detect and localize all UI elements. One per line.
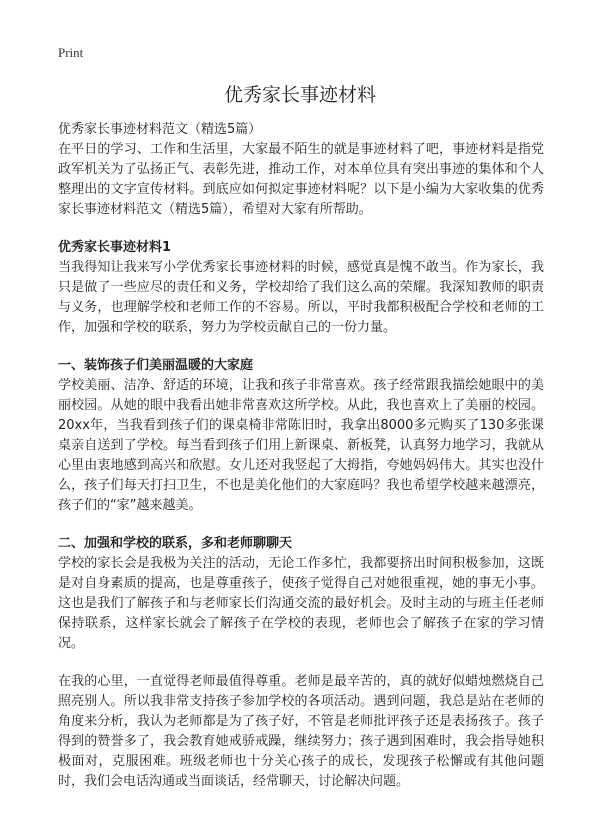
document-subtitle: 优秀家长事迹材料范文（精选5篇） (58, 122, 262, 137)
intro-paragraph: 在平日的学习、工作和生活里，大家最不陌生的就是事迹材料了吧，事迹材料是指党政军机关为了弘扬正气、表彰先进，推动工作，对本单位具有突出事迹的集体和个人整理出的文字宣传材料。到底应如何拟定事迹材料呢？以下是小编为大家收集的优秀家长事迹材料范文（精选5篇），希望对大家有所帮助。 (58, 142, 544, 217)
body-paragraph-4: 在我的心里，一直觉得老师最值得尊重。老师是最辛苦的，真的就好似蜡烛燃烧自己照亮别人。所以我非常支持孩子参加学校的各项活动。遇到问题，我总是站在老师的角度来分析，我认为老师都是为了孩子好，不管是老师批评孩子还是表扬孩子。孩子得到的赞誉多了，我会教育她戒骄戒躁，继续努力；孩子遇到困难时，我会指导她积极面对，克服困难。班级老师也十分关心孩子的成长，发现孩子松懈或有其他问题时，我们会电话沟通或当面谈话，经常聊天，讨论解决问题。 (58, 674, 544, 789)
body-paragraph-2: 学校美丽、洁净、舒适的环境，让我和孩子非常喜欢。孩子经常跟我描绘她眼中的美丽校园。从她的眼中我看出她非常喜欢这所学校。从此，我也喜欢上了美丽的校园。20xx年，当我看到孩子们的课桌椅非常陈旧时，我拿出8000多元购买了130多张课桌亲自送到了学校。每当看到孩子们用上新课桌、新板凳，认真努力地学习，我就从心里由衷地感到高兴和欣慰。女儿还对我竖起了大拇指，夸她妈妈伟大。其实也没什么，孩子们每天打扫卫生，不也是美化他们的大家庭吗？我也希望学校越来越漂亮，孩子们的“家”越来越美。 (58, 378, 544, 513)
section-heading-3: 二、加强和学校的联系，多和老师聊聊天 (58, 536, 293, 551)
section-heading-2: 一、装饰孩子们美丽温暖的大家庭 (58, 358, 254, 373)
page-title: 优秀家长事迹材料 (223, 84, 376, 106)
document-body (58, 120, 544, 810)
body-paragraph-1: 当我得知让我来写小学优秀家长事迹材料的时候，感觉真是愧不敢当。作为家长，我只是做了一些应尽的责任和义务，学校却给了我们这么高的荣耀。我深知教师的职责与义务，也理解学校和老师工作的不容易。所以，平时我都积极配合学校和老师的工作，加强和学校的联系，努力为学校贡献自己的一份力量。 (58, 260, 544, 335)
print-link[interactable]: Print (58, 45, 84, 60)
body-paragraph-3: 学校的家长会是我极为关注的活动，无论工作多忙，我都要挤出时间积极参加，这既是对自身素质的提高，也是尊重孩子，使孩子觉得自己对她很重视，她的事无小事。这也是我们了解孩子和与老师家长们沟通交流的最好机会。及时主动的与班主任老师保持联系，这样家长就会了解孩子在学校的表现，老师也会了解孩子在家的学习情况。 (58, 556, 544, 651)
section-heading-1: 优秀家长事迹材料1 (58, 240, 172, 255)
